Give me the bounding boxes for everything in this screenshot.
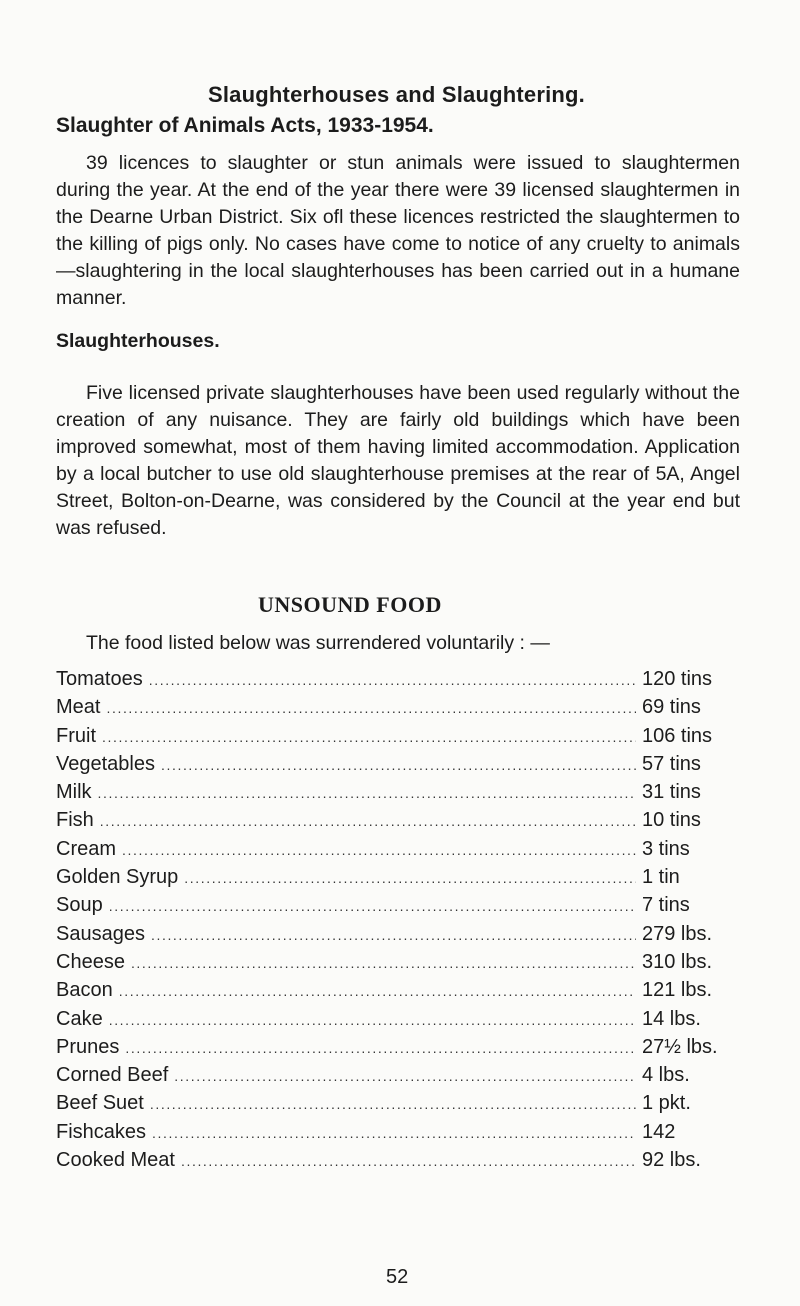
food-quantity: 310 lbs. bbox=[642, 950, 713, 973]
list-item bbox=[56, 781, 742, 809]
list-item bbox=[56, 1036, 742, 1064]
unsound-food-intro: The food listed below was surrendered voluntarily : — bbox=[86, 632, 550, 654]
food-list bbox=[56, 668, 742, 1177]
food-quantity: 92 lbs. bbox=[642, 1149, 701, 1172]
food-quantity: 57 tins bbox=[642, 752, 701, 775]
food-name: Cheese bbox=[56, 950, 125, 973]
dot-leader bbox=[131, 955, 636, 971]
list-item bbox=[56, 979, 742, 1007]
food-quantity: 27½ lbs. bbox=[642, 1035, 718, 1058]
dot-leader bbox=[119, 983, 636, 999]
food-quantity: 7 tins bbox=[642, 894, 690, 917]
food-quantity: 1 tin bbox=[642, 866, 680, 889]
food-quantity: 4 lbs. bbox=[642, 1064, 690, 1087]
food-name: Corned Beef bbox=[56, 1064, 169, 1087]
food-name: Prunes bbox=[56, 1035, 120, 1058]
list-item bbox=[56, 809, 742, 837]
page-heading: Slaughterhouses and Slaughtering. bbox=[208, 82, 585, 107]
list-item bbox=[56, 1064, 742, 1092]
food-name: Sausages bbox=[56, 922, 145, 945]
food-quantity: 121 lbs. bbox=[642, 979, 713, 1002]
food-quantity: 106 tins bbox=[642, 724, 713, 747]
slaughterhouses-paragraph: Five licensed private slaughterhouses have been used regularly without the creation of any nuisance. They are fairly old buildings which have been improved somewhat, most of them having limited accommodation. Application by a local butcher to use old slaughterhouse premises at the rear of 5A, Angel Street, Bolton-on-Dearne, was considered by the Council at the year end but was refused. bbox=[56, 382, 740, 539]
dot-leader bbox=[151, 927, 636, 943]
list-item bbox=[56, 1092, 742, 1120]
food-name: Soup bbox=[56, 894, 103, 917]
dot-leader bbox=[184, 870, 636, 886]
list-item bbox=[56, 668, 742, 696]
list-item bbox=[56, 951, 742, 979]
food-quantity: 279 lbs. bbox=[642, 922, 713, 945]
food-name: Cooked Meat bbox=[56, 1149, 175, 1172]
food-quantity: 1 pkt. bbox=[642, 1092, 691, 1115]
food-quantity: 14 lbs. bbox=[642, 1007, 701, 1030]
dot-leader bbox=[100, 813, 636, 829]
food-name: Golden Syrup bbox=[56, 866, 179, 889]
food-quantity: 142 bbox=[642, 1120, 676, 1143]
list-item bbox=[56, 1008, 742, 1036]
food-name: Bacon bbox=[56, 979, 113, 1002]
food-name: Cream bbox=[56, 837, 117, 860]
food-name: Cake bbox=[56, 1007, 103, 1030]
section-subheading: Slaughter of Animals Acts, 1933-1954. bbox=[56, 114, 434, 137]
list-item bbox=[56, 923, 742, 951]
list-item bbox=[56, 753, 742, 781]
dot-leader bbox=[109, 898, 636, 914]
list-item bbox=[56, 838, 742, 866]
dot-leader bbox=[98, 785, 636, 801]
dot-leader bbox=[181, 1153, 636, 1169]
food-name: Milk bbox=[56, 781, 92, 804]
dot-leader bbox=[106, 700, 636, 716]
licences-paragraph: 39 licences to slaughter or stun animals were issued to slaughtermen during the year. At the end of the year there were 39 licensed slaughtermen in the Dearne Urban District. Six ofl these licences restricted the slaughtermen to the killing of pigs only. No cases have come to notice of any cruelty to animals—slaughtering in the local slaughterhouses has been carried out in a humane manner. bbox=[56, 152, 740, 309]
unsound-food-heading: UNSOUND FOOD bbox=[258, 592, 442, 617]
dot-leader bbox=[161, 757, 636, 773]
dot-leader bbox=[125, 1040, 636, 1056]
list-item bbox=[56, 1149, 742, 1177]
food-quantity: 31 tins bbox=[642, 781, 701, 804]
list-item bbox=[56, 866, 742, 894]
list-item bbox=[56, 725, 742, 753]
food-quantity: 120 tins bbox=[642, 668, 713, 690]
list-item bbox=[56, 696, 742, 724]
dot-leader bbox=[150, 1096, 636, 1112]
slaughterhouses-heading: Slaughterhouses. bbox=[56, 330, 220, 352]
food-name: Beef Suet bbox=[56, 1092, 144, 1115]
list-item bbox=[56, 1121, 742, 1149]
food-quantity: 10 tins bbox=[642, 809, 701, 832]
food-name: Fruit bbox=[56, 724, 96, 747]
food-name: Meat bbox=[56, 696, 101, 719]
food-quantity: 69 tins bbox=[642, 696, 701, 719]
food-quantity: 3 tins bbox=[642, 837, 690, 860]
dot-leader bbox=[149, 672, 636, 688]
dot-leader bbox=[102, 729, 636, 745]
page-number: 52 bbox=[386, 1266, 409, 1288]
list-item bbox=[56, 894, 742, 922]
dot-leader bbox=[109, 1012, 636, 1028]
dot-leader bbox=[122, 842, 636, 858]
food-name: Vegetables bbox=[56, 752, 155, 775]
dot-leader bbox=[152, 1125, 636, 1141]
food-name: Fishcakes bbox=[56, 1120, 147, 1143]
dot-leader bbox=[174, 1068, 636, 1084]
food-name: Fish bbox=[56, 809, 94, 832]
food-name: Tomatoes bbox=[56, 668, 143, 690]
